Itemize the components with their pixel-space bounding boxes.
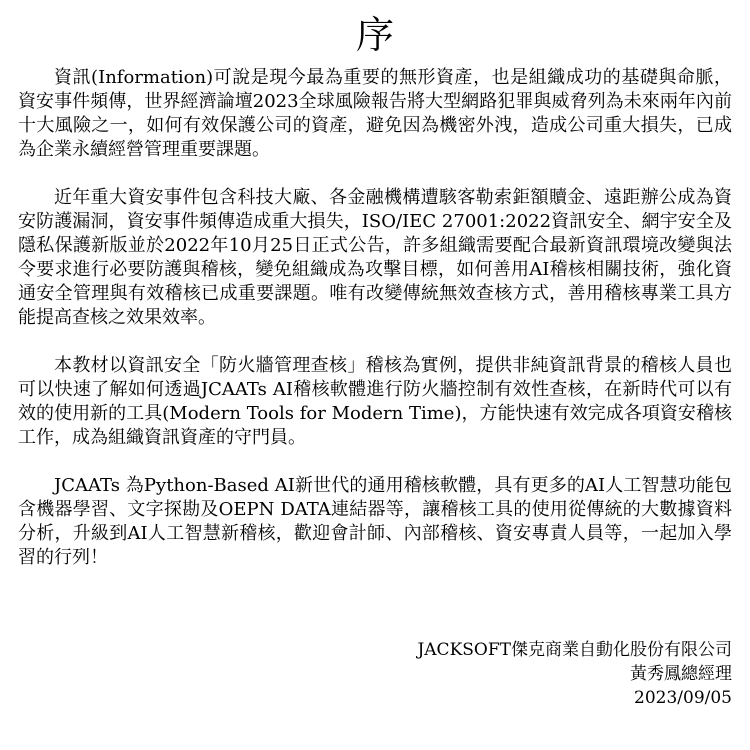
signature-company: JACKSOFT傑克商業自動化股份有限公司 [417,640,732,660]
signature-date: 2023/09/05 [634,688,732,708]
paragraph-4: JCAATs 為Python-Based AI新世代的通用稽核軟體，具有更多的AI人工智慧功能包含機器學習、文字探勘及OEPN DATA連結器等，讓稽核工具的使用從傳統的大數據資料分析，升級到AI人工智慧新稽核，歡迎會計師、內部稽核、資安專責人員等，一起加入學習的行列！ [18,475,732,568]
page-title: 序 [355,13,394,57]
paragraph-1: 資訊(Information)可說是現今最為重要的無形資產，也是組織成功的基礎與命脈，資安事件頻傳，世界經濟論壇2023全球風險報告將大型網路犯罪與威脅列為未來兩年內前十大風險之一，如何有效保護公司的資產，避免因為機密外洩，造成公司重大損失，已成為企業永續經營管理重要課題。 [18,67,732,160]
signature-block [417,638,732,710]
paragraph-2: 近年重大資安事件包含科技大廠、各金融機構遭駭客勒索鉅額贖金、遠距辦公成為資安防護漏洞，資安事件頻傳造成重大損失，ISO/IEC 27001:2022資訊安全、網宇安全及隱私保護新版並於2022年10月25日正式公告，許多組織需要配合最新資訊環境改變與法令要求進行必要防護與稽核，變免組織成為攻擊目標，如何善用AI稽核相關技術，強化資通安全管理與有效稽核已成重要課題。唯有改變傳統無效查核方式，善用稽核專業工具方能提高查核之效果效率。 [18,187,732,328]
signature-person: 黃秀鳳總經理 [630,664,732,684]
paragraph-3: 本教材以資訊安全「防火牆管理查核」稽核為實例，提供非純資訊背景的稽核人員也可以快速了解如何透過JCAATs AI稽核軟體進行防火牆控制有效性查核，在新時代可以有效的使用新的工具(Modern Tools for Modern Time)，方能快速有效完成各項資安稽核工作，成為組織資訊資產的守門員。 [18,355,732,448]
